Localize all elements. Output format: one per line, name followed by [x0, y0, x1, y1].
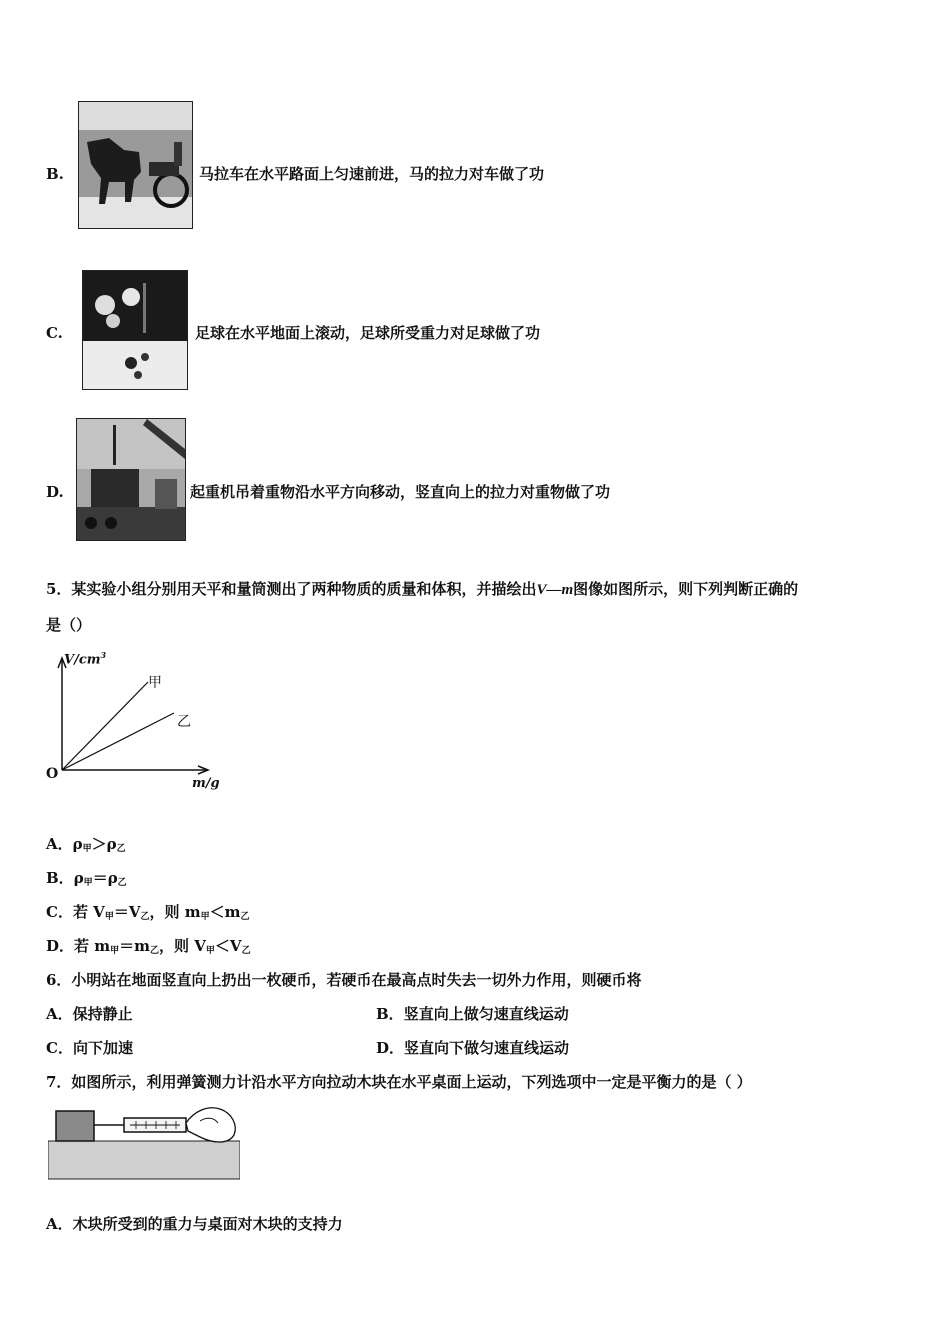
q5-option-c-s1: 甲: [104, 912, 114, 922]
pulling-hand: [186, 1108, 235, 1142]
horse-cart-photo: [78, 101, 193, 229]
q5-option-b-s2: 乙: [117, 878, 127, 888]
q5-option-c-letter: C．: [46, 903, 73, 921]
q6-option-c-letter: C．: [46, 1039, 73, 1057]
graph-y-label-text: V/cm: [64, 652, 101, 668]
q4-option-b-text: 马拉车在水平路面上匀速前进，马的拉力对车做了功: [199, 165, 545, 183]
q5-option-b-rel: ＝ρ: [92, 869, 118, 887]
q5-option-c-text: 若 V: [72, 903, 105, 921]
q4-option-c-letter: C.: [46, 324, 63, 342]
q4-option-b-letter: B.: [46, 165, 64, 183]
q6-stem: 6．小明站在地面竖直向上扔出一枚硬币，若硬币在最高点时失去一切外力作用，则硬币将: [46, 971, 642, 989]
v-m-graph: [40, 648, 230, 798]
q5-option-a: [46, 834, 126, 859]
graph-x-label: m/g: [192, 776, 220, 791]
q5-option-a-rel: ＞ρ: [91, 835, 117, 853]
q6-option-d-letter: D．: [376, 1039, 405, 1057]
q7-stem: 7．如图所示，利用弹簧测力计沿水平方向拉动木块在水平桌面上运动，下列选项中一定是平衡力的是（ ）: [46, 1073, 752, 1091]
graph-origin-label: O: [46, 766, 59, 782]
q4-option-d-text: 起重机吊着重物沿水平方向移动，竖直向上的拉力对重物做了功: [190, 483, 611, 501]
q5-option-d-letter: D．: [46, 937, 75, 955]
q4-option-d-letter: D.: [46, 483, 64, 501]
line-yi: [62, 713, 174, 770]
q7-option-a: [46, 1214, 343, 1234]
q6-option-b: [376, 1004, 569, 1024]
q5-option-c-tail: ，则 m: [149, 903, 201, 921]
q5-option-c: [46, 902, 250, 927]
q5-option-d-rel2: ＜V: [214, 937, 242, 955]
q5-option-d-s2: 乙: [150, 946, 160, 956]
q7-option-a-text: 木块所受到的重力与桌面对木块的支持力: [72, 1215, 343, 1233]
soccer-ball-photo: [82, 270, 188, 390]
q5-option-a-text: ρ: [72, 835, 83, 853]
q7-option-a-letter: A．: [46, 1215, 73, 1233]
q6-option-a: [46, 1004, 133, 1024]
q5-option-b: [46, 868, 127, 893]
q5-option-c-s3: 甲: [200, 912, 210, 922]
q5-stem-part-b: 图像如图所示，则下列判断正确的: [573, 580, 799, 598]
q5-stem: [46, 579, 798, 600]
q6-option-c: [46, 1038, 133, 1058]
q5-option-c-rel: ＝V: [113, 903, 141, 921]
q5-option-b-letter: B．: [46, 869, 74, 887]
q6-option-b-letter: B．: [376, 1005, 404, 1023]
q5-option-a-s2: 乙: [116, 844, 126, 854]
q6-option-a-text: 保持静止: [72, 1005, 133, 1023]
q5-stem-variable: V—m: [536, 582, 574, 598]
q5-stem-part-a: 5．某实验小组分别用天平和量筒测出了两种物质的质量和体积，并描绘出: [46, 580, 537, 598]
line-jia: [62, 682, 148, 770]
q6-option-b-text: 竖直向上做匀速直线运动: [403, 1005, 569, 1023]
q5-option-c-rel2: ＜m: [209, 903, 241, 921]
q5-option-d-text: 若 m: [74, 937, 111, 955]
q5-option-c-s2: 乙: [140, 912, 150, 922]
table-surface: [48, 1141, 240, 1179]
q5-option-b-s1: 甲: [83, 878, 93, 888]
q4-option-c-text: 足球在水平地面上滚动，足球所受重力对足球做了功: [195, 324, 541, 342]
graph-line-yi-label: 乙: [177, 714, 191, 730]
graph-y-label-sup: 3: [100, 650, 107, 660]
q5-option-c-s4: 乙: [240, 912, 250, 922]
q5-stem-continuation: 是（）: [46, 616, 92, 634]
q5-option-b-text: ρ: [73, 869, 84, 887]
spring-scale-figure: [48, 1101, 240, 1181]
q6-option-d-text: 竖直向下做匀速直线运动: [404, 1039, 570, 1057]
q6-option-c-text: 向下加速: [72, 1039, 133, 1057]
q5-option-d-s3: 甲: [205, 946, 215, 956]
graph-line-jia-label: 甲: [148, 675, 162, 691]
graph-y-label: [64, 650, 106, 667]
q6-option-a-letter: A．: [46, 1005, 73, 1023]
q6-option-d: [376, 1038, 569, 1058]
q5-option-a-letter: A．: [46, 835, 73, 853]
q5-option-d-s4: 乙: [241, 946, 251, 956]
q5-option-a-s1: 甲: [82, 844, 92, 854]
q5-option-d-rel: ＝m: [119, 937, 151, 955]
wooden-block: [56, 1111, 94, 1141]
q5-option-d-tail: ，则 V: [159, 937, 206, 955]
crane-photo: [76, 418, 186, 541]
q5-option-d-s1: 甲: [110, 946, 120, 956]
q5-option-d: [46, 936, 251, 961]
